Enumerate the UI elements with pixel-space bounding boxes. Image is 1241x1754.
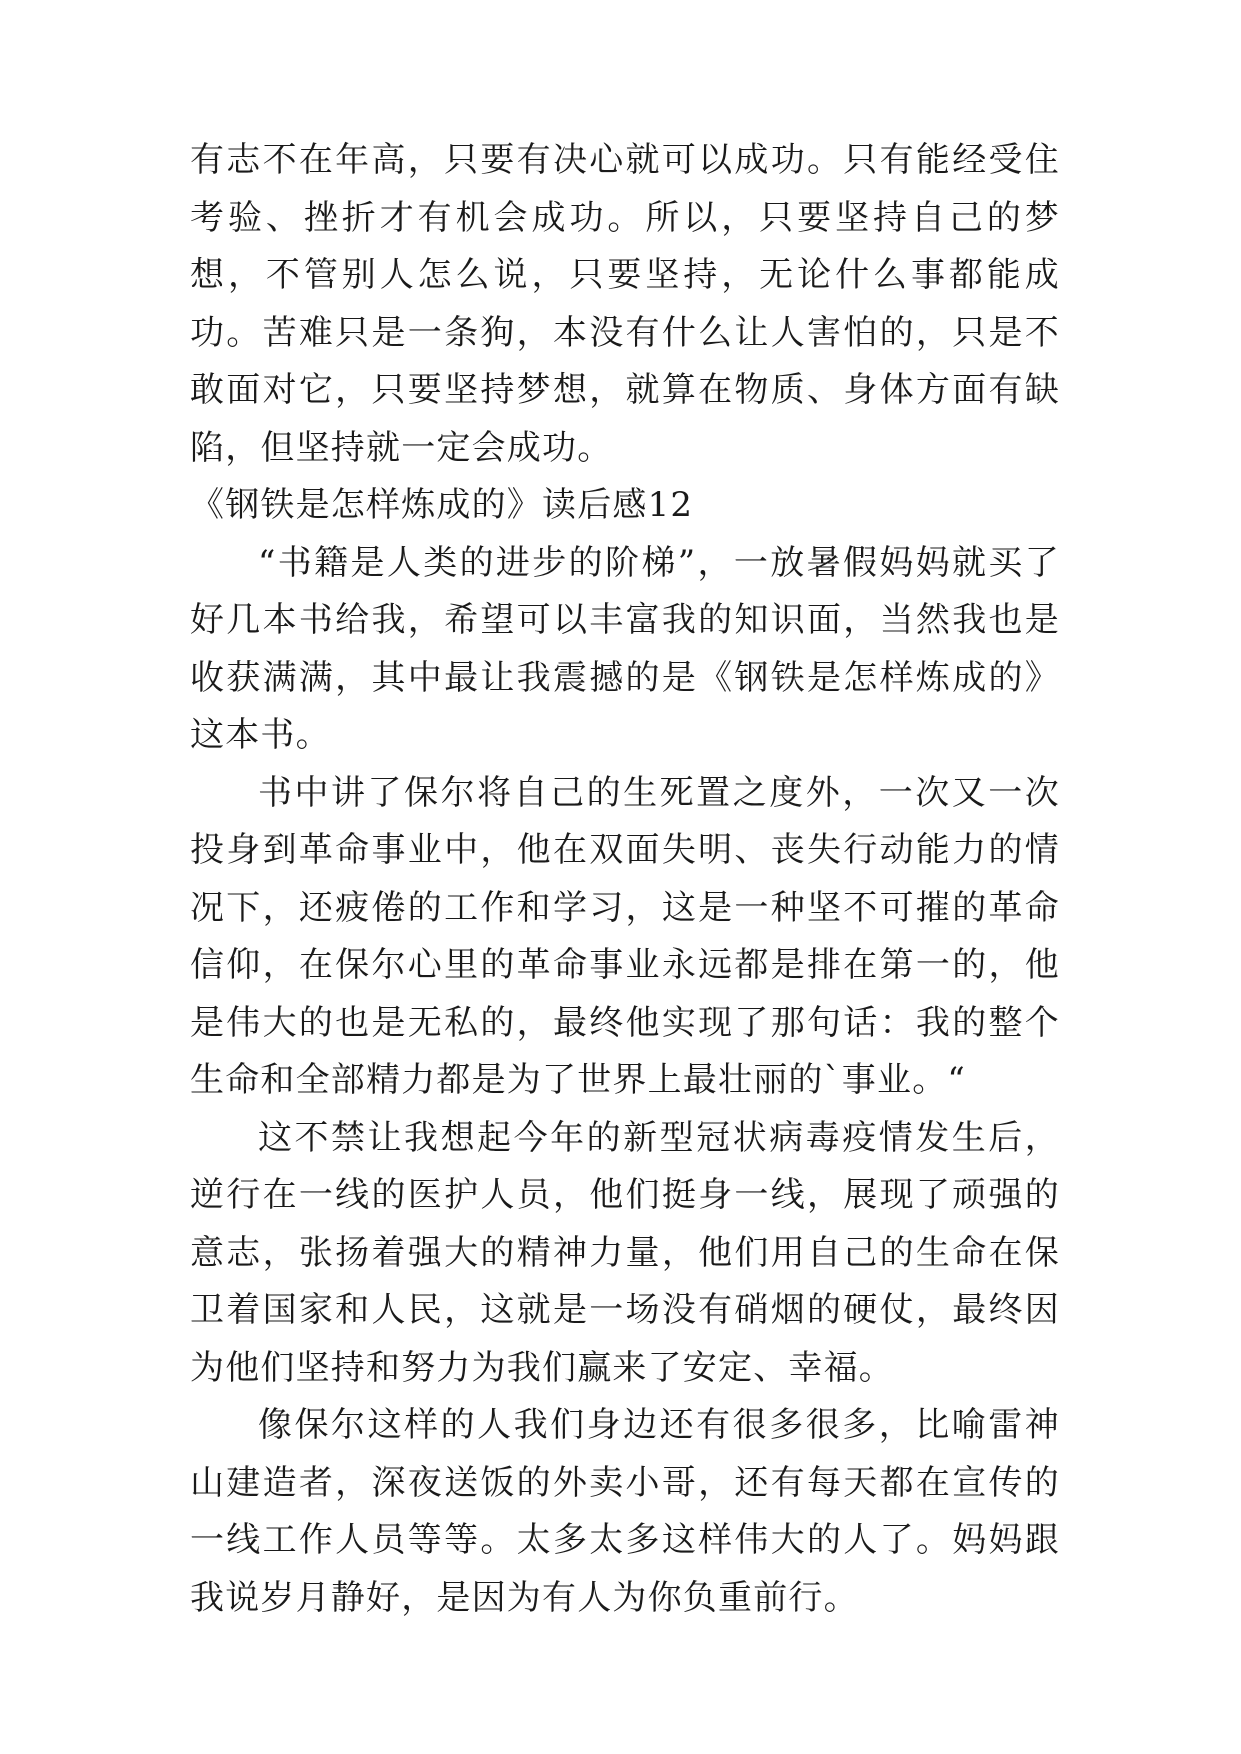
paragraph-1: “书籍是人类的进步的阶梯”，一放暑假妈妈就买了好几本书给我，希望可以丰富我的知识面，当然我也是收获满满，其中最让我震撼的是《钢铁是怎样炼成的》这本书。 bbox=[190, 542, 1060, 755]
document-body bbox=[190, 132, 1060, 1627]
section-title: 《钢铁是怎样炼成的》读后感12 bbox=[190, 485, 694, 525]
paragraph-3: 这不禁让我想起今年的新型冠状病毒疫情发生后，逆行在一线的医护人员，他们挺身一线，展现了顽强的意志，张扬着强大的精神力量，他们用自己的生命在保卫着国家和人民，这就是一场没有硝烟的硬仗，最终因为他们坚持和努力为我们赢来了安定、幸福。 bbox=[190, 1117, 1060, 1388]
paragraph-4: 像保尔这样的人我们身边还有很多很多，比喻雷神山建造者，深夜送饭的外卖小哥，还有每天都在宣传的一线工作人员等等。太多太多这样伟大的人了。妈妈跟我说岁月静好，是因为有人为你负重前行。 bbox=[190, 1405, 1060, 1618]
paragraph-2: 书中讲了保尔将自己的生死置之度外，一次又一次投身到革命事业中，他在双面失明、丧失行动能力的情况下，还疲倦的工作和学习，这是一种坚不可摧的革命信仰，在保尔心里的革命事业永远都是排在第一的，他是伟大的也是无私的，最终他实现了那句话：我的整个生命和全部精力都是为了世界上最壮丽的`事业。“ bbox=[190, 772, 1060, 1100]
paragraph-intro: 有志不在年高，只要有决心就可以成功。只有能经受住考验、挫折才有机会成功。所以，只要坚持自己的梦想，不管别人怎么说，只要坚持，无论什么事都能成功。苦难只是一条狗，本没有什么让人害怕的，只是不敢面对它，只要坚持梦想，就算在物质、身体方面有缺陷，但坚持就一定会成功。 bbox=[190, 140, 1060, 468]
